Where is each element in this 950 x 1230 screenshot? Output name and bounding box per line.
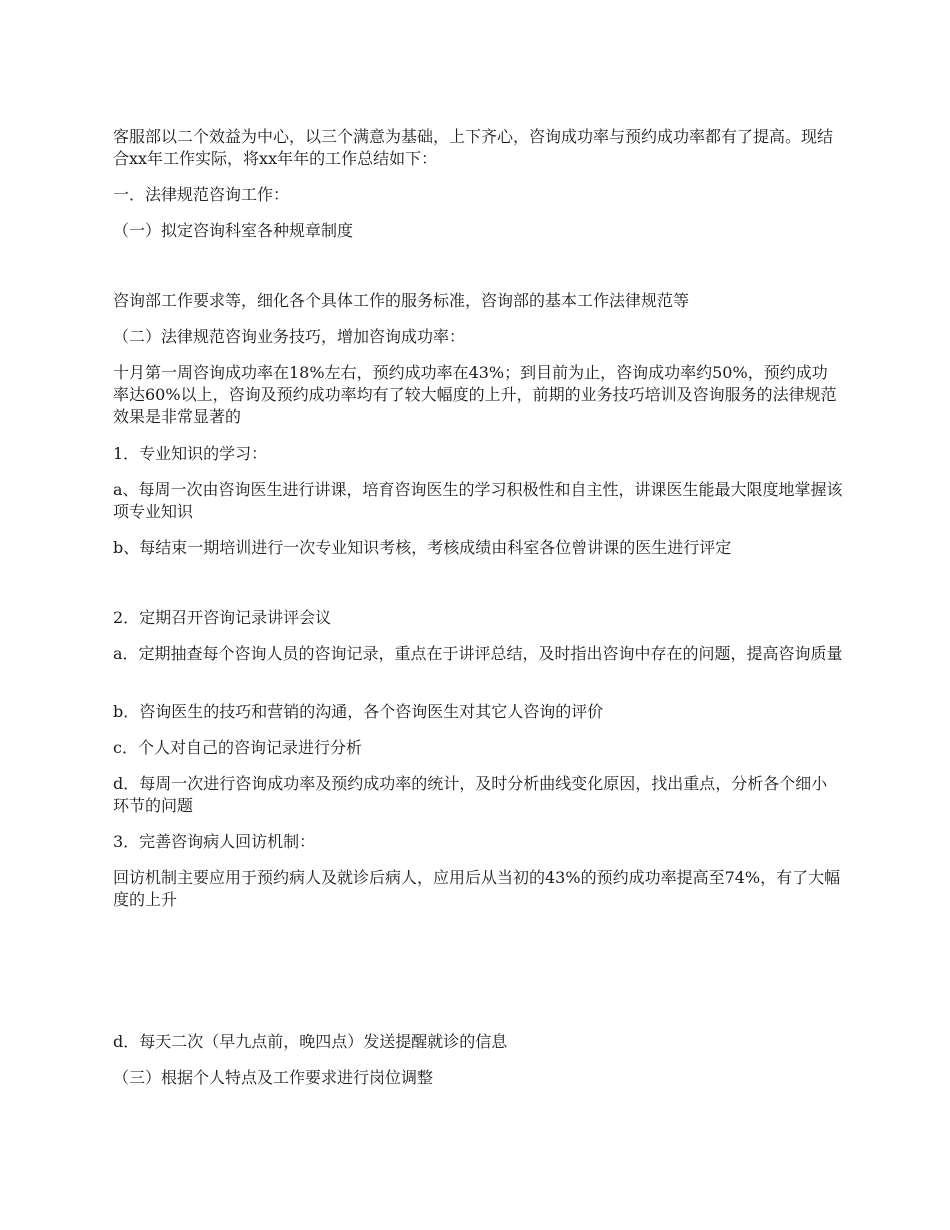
item-heading-2: 2．定期召开咨询记录讲评会议 xyxy=(113,608,332,627)
item-2a: a．定期抽查每个咨询人员的咨询记录，重点在于讲评总结，及时指出咨询中存在的问题，提高咨询质量 xyxy=(113,644,843,663)
item-2d: d．每周一次进行咨询成功率及预约成功率的统计，及时分析曲线变化原因，找出重点，分析各个细小环节的问题 xyxy=(113,774,828,815)
paragraph-requirements: 咨询部工作要求等，细化各个具体工作的服务标准，咨询部的基本工作法律规范等 xyxy=(113,291,690,310)
item-2b: b．咨询医生的技巧和营销的沟通，各个咨询医生对其它人咨询的评价 xyxy=(113,702,604,721)
item-heading-1: 1．专业知识的学习： xyxy=(113,444,268,463)
section-heading-1: 一．法律规范咨询工作： xyxy=(113,185,290,204)
subsection-heading-1: （一）拟定咨询科室各种规章制度 xyxy=(113,221,354,240)
item-3d: d．每天二次（早九点前，晚四点）发送提醒就诊的信息 xyxy=(113,1032,508,1051)
item-2c: c．个人对自己的咨询记录进行分析 xyxy=(113,738,362,757)
intro-paragraph: 客服部以二个效益为中心，以三个满意为基础，上下齐心，咨询成功率与预约成功率都有了提高。现结合xx年工作实际，将xx年年的工作总结如下： xyxy=(113,127,834,168)
item-1a: a、每周一次由咨询医生进行讲课，培育咨询医生的学习积极性和自主性，讲课医生能最大限度地掌握该项专业知识 xyxy=(113,480,843,521)
paragraph-followup: 回访机制主要应用于预约病人及就诊后病人，应用后从当初的43%的预约成功率提高至74%，有了大幅度的上升 xyxy=(113,868,841,909)
subsection-heading-2: （二）法律规范咨询业务技巧，增加咨询成功率： xyxy=(113,327,466,346)
subsection-heading-3: （三）根据个人特点及工作要求进行岗位调整 xyxy=(113,1068,434,1087)
item-1b: b、每结束一期培训进行一次专业知识考核，考核成绩由科室各位曾讲课的医生进行评定 xyxy=(113,538,732,557)
item-heading-3: 3．完善咨询病人回访机制： xyxy=(113,832,316,851)
paragraph-success-rate: 十月第一周咨询成功率在18%左右，预约成功率在43%；到目前为止，咨询成功率约50%，预约成功率达60%以上，咨询及预约成功率均有了较大幅度的上升，前期的业务技巧培训及咨询服务的法律规范效果是非常显著的 xyxy=(113,363,837,426)
